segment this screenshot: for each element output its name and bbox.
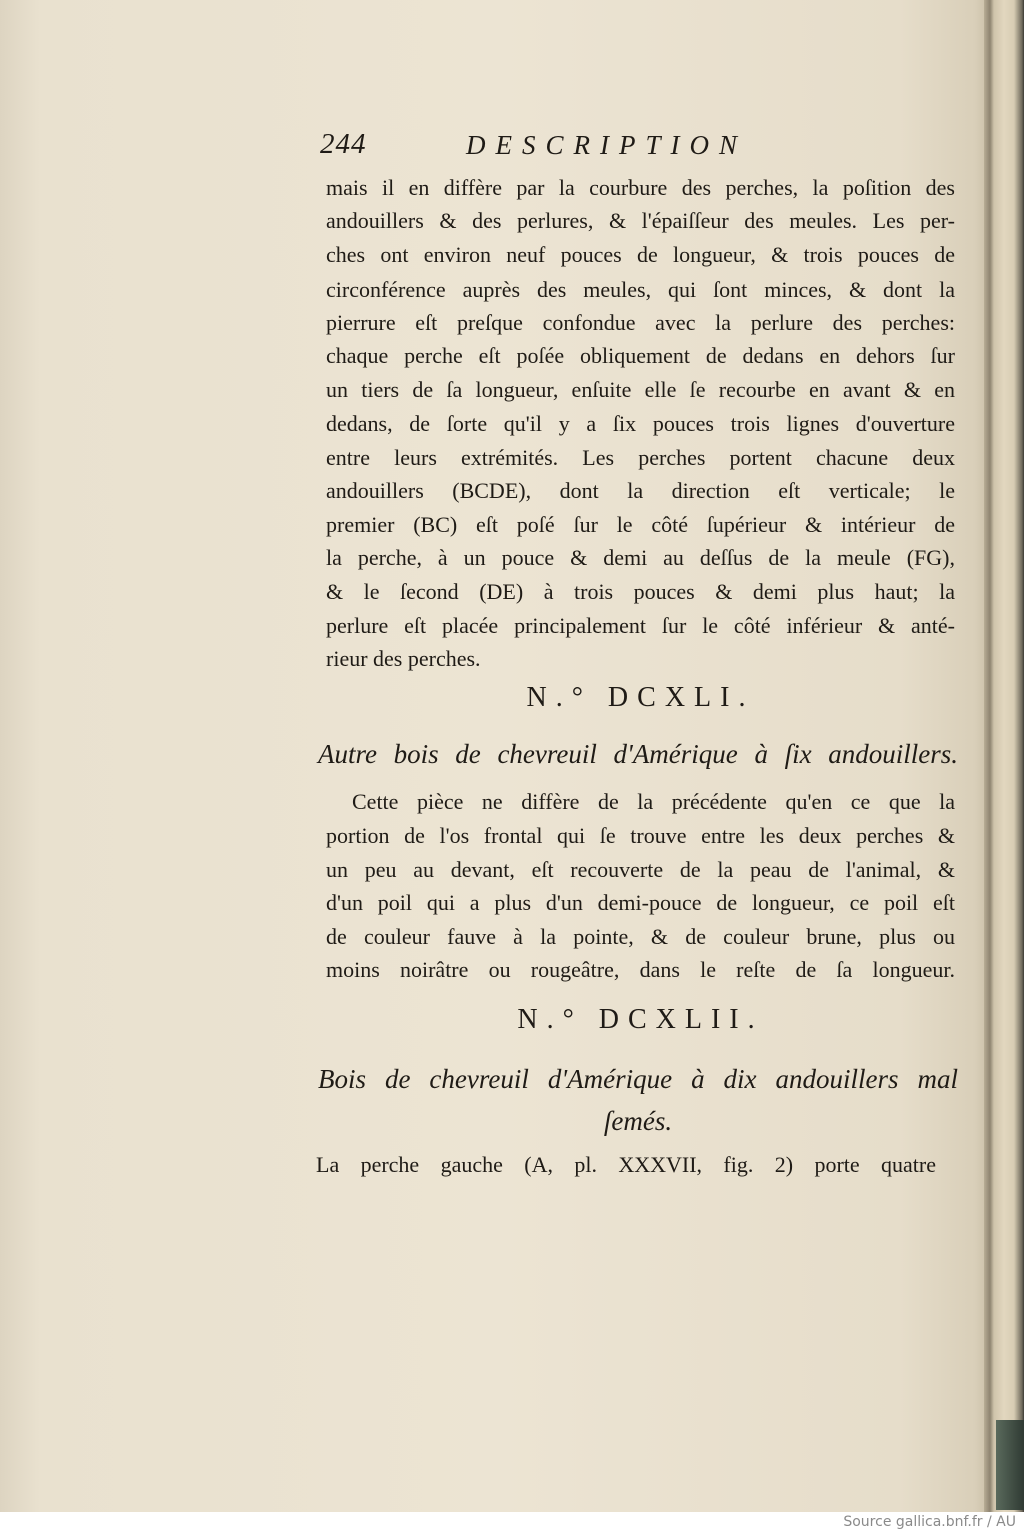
text-line: andouillers (BCDE), dont la direction eſt verticale; le — [326, 478, 955, 503]
text-line: de couleur fauve à la pointe, & de couleur brune, plus ou — [326, 924, 955, 949]
text-line: entre leurs extrémités. Les perches portent chacune deux — [326, 445, 955, 470]
entry-number: N.° DCXLI. — [526, 682, 755, 713]
page-number: 244 — [320, 128, 367, 160]
text-line: un tiers de ſa longueur, enſuite elle ſe recourbe en avant & en — [326, 377, 955, 402]
text-line: ches ont environ neuf pouces de longueur, & trois pouces de — [326, 242, 955, 267]
text-line: perlure eſt placée principalement ſur le côté inférieur & anté- — [326, 613, 955, 638]
page-header — [320, 128, 960, 168]
text-line: andouillers & des perlures, & l'épaiſſeur des meules. Les per- — [326, 208, 955, 233]
text-line: d'un poil qui a plus d'un demi-pouce de longueur, ce poil eſt — [326, 890, 955, 915]
entry-number: N.° DCXLII. — [517, 1004, 764, 1035]
text-line: pierrure eſt preſque confondue avec la perlure des perches: — [326, 310, 955, 335]
text-line: moins noirâtre ou rougeâtre, dans le reſte de ſa longueur. — [326, 957, 955, 982]
text-line: dedans, de ſorte qu'il y a ſix pouces trois lignes d'ouverture — [326, 411, 955, 436]
text-line: La perche gauche (A, pl. XXXVII, fig. 2) porte quatre — [316, 1152, 936, 1177]
text-line: rieur des perches. — [326, 646, 481, 671]
entry-title: Bois de chevreuil d'Amérique à dix andouillers mal — [318, 1064, 958, 1094]
text-line: premier (BC) eſt poſé ſur le côté ſupérieur & intérieur de — [326, 512, 955, 537]
text-line: circonférence auprès des meules, qui ſont minces, & dont la — [326, 277, 955, 302]
page-edge — [984, 0, 1024, 1512]
text-line: portion de l'os frontal qui ſe trouve entre les deux perches & — [326, 823, 955, 848]
running-title: DESCRIPTION — [466, 130, 747, 160]
source-credit: Source gallica.bnf.fr / AU — [843, 1514, 1016, 1530]
text-line: la perche, à un pouce & demi au deſſus de la meule (FG), — [326, 545, 955, 570]
entry-title: Autre bois de chevreuil d'Amérique à ſix andouillers. — [318, 739, 958, 769]
text-line: Cette pièce ne diffère de la précédente qu'en ce que la — [352, 789, 955, 814]
binding-edge — [996, 1420, 1024, 1510]
entry-title-continued: ſemés. — [603, 1106, 673, 1136]
text-line: mais il en diffère par la courbure des perches, la poſition des — [326, 175, 955, 200]
text-line: & le ſecond (DE) à trois pouces & demi plus haut; la — [326, 579, 955, 604]
text-line: un peu au devant, eſt recouverte de la peau de l'animal, & — [326, 857, 955, 882]
text-line: chaque perche eſt poſée obliquement de dedans en dehors ſur — [326, 343, 955, 368]
